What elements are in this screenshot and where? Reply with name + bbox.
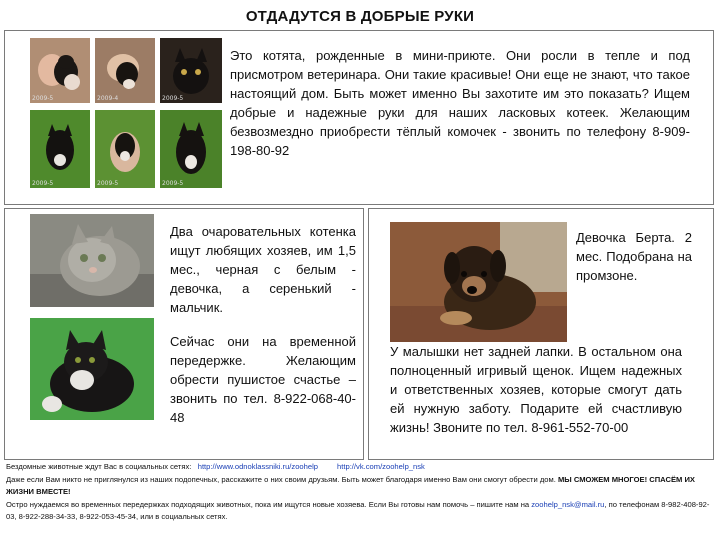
footer-line-3 xyxy=(6,499,716,524)
kitten-photo-4 xyxy=(30,110,90,188)
puppy-text-2: У малышки нет задней лапки. В остальном она полноценный игривый щенок. Ищем надежных и ответственных хозяев, которые смогут дать ей нужную заботу. Подарите ей счастливую жизнь! Звоните по тел. 8-961-552-70-00 xyxy=(390,344,682,435)
email-link[interactable]: zoohelp_nsk@mail.ru xyxy=(531,499,605,509)
footer-line-2 xyxy=(6,474,716,499)
puppy-photo-art xyxy=(390,222,567,342)
kitten-photo-3 xyxy=(160,38,222,103)
kitten-photo-6-art xyxy=(160,110,222,188)
kitten-photo-1-art xyxy=(30,38,90,103)
kitten-photo-6 xyxy=(160,110,222,188)
grey-kitten-photo xyxy=(30,214,154,307)
footer-social-prefix: Бездомные животные ждут Вас в социальных сетях: xyxy=(6,462,192,471)
footer-appeal: Даже если Вам никто не приглянулся из наших подопечных, расскажите о них своим друзьям. Быть может благодаря именно Вам они смогут обрести дом. xyxy=(6,474,556,484)
kitten-photo-4-art xyxy=(30,110,90,188)
puppy-photo xyxy=(390,222,567,342)
photo-caption: 2009-5 xyxy=(162,180,184,187)
kitten-photo-5 xyxy=(95,110,155,188)
footer-line-1 xyxy=(6,461,716,474)
footer-foster-request: Остро нуждаемся во временных передержках подходящих животных, пока им ищутся новые хозяева. Если Вы готовы нам помочь – пишите нам на xyxy=(6,499,530,509)
kitten-photo-2-art xyxy=(95,38,155,103)
photo-caption: 2009-4 xyxy=(97,95,119,102)
kitten-photo-5-art xyxy=(95,110,155,188)
vk-link[interactable]: http://vk.com/zoohelp_nsk xyxy=(337,462,425,471)
page-title: ОТДАДУТСЯ В ДОБРЫЕ РУКИ xyxy=(245,8,475,25)
footer-slogan: МЫ СМОЖЕМ МНОГОЕ! СПАСЁМ ИХ ЖИЗНИ ВМЕСТЕ! xyxy=(6,474,695,496)
black-white-kitten-photo xyxy=(30,318,154,420)
kitten-photo-2 xyxy=(95,38,155,103)
black-white-kitten-photo-art xyxy=(30,318,154,420)
odnoklassniki-link[interactable]: http://www.odnoklassniki.ru/zoohelp xyxy=(197,462,319,471)
kitten-photo-3-art xyxy=(160,38,222,103)
photo-caption: 2009-5 xyxy=(97,180,119,187)
photo-caption: 2009-5 xyxy=(162,95,184,102)
kitten-photo-1 xyxy=(30,38,90,103)
kittens-text-1: Два очаровательных котенка ищут любящих хозяев, им 1,5 мес., черная с белым - девочка, а серенький - мальчик. xyxy=(170,224,356,315)
kittens-text-2: Сейчас они на временной передержке. Желающим обрести пушистое счастье – звонить по тел. 8-922-068-40-48 xyxy=(170,334,356,425)
footer-phones: , по телефонам 8-982-408-92-03, 8-922-288-34-33, 8-922-053-45-34, или в социальных сетях. xyxy=(6,499,710,521)
puppy-text-1: Девочка Берта. 2 мес. Подобрана на промзоне. xyxy=(576,230,692,283)
footer xyxy=(6,461,716,524)
top-description: Это котята, рожденные в мини-приюте. Они росли в тепле и под присмотром ветеринара. Они такие красивые! Они еще не знают, что такое настоящий дом. Быть может именно Вы захотите им это показать? Ищем добрые и надежные руки для наших ласковых котеек. Желающим безвозмездно приобрести тёплый комочек - звонить по телефону 8-909-198-80-92 xyxy=(230,48,690,158)
grey-kitten-photo-art xyxy=(30,214,154,307)
photo-caption: 2009-5 xyxy=(32,95,54,102)
photo-caption: 2009-5 xyxy=(32,180,54,187)
